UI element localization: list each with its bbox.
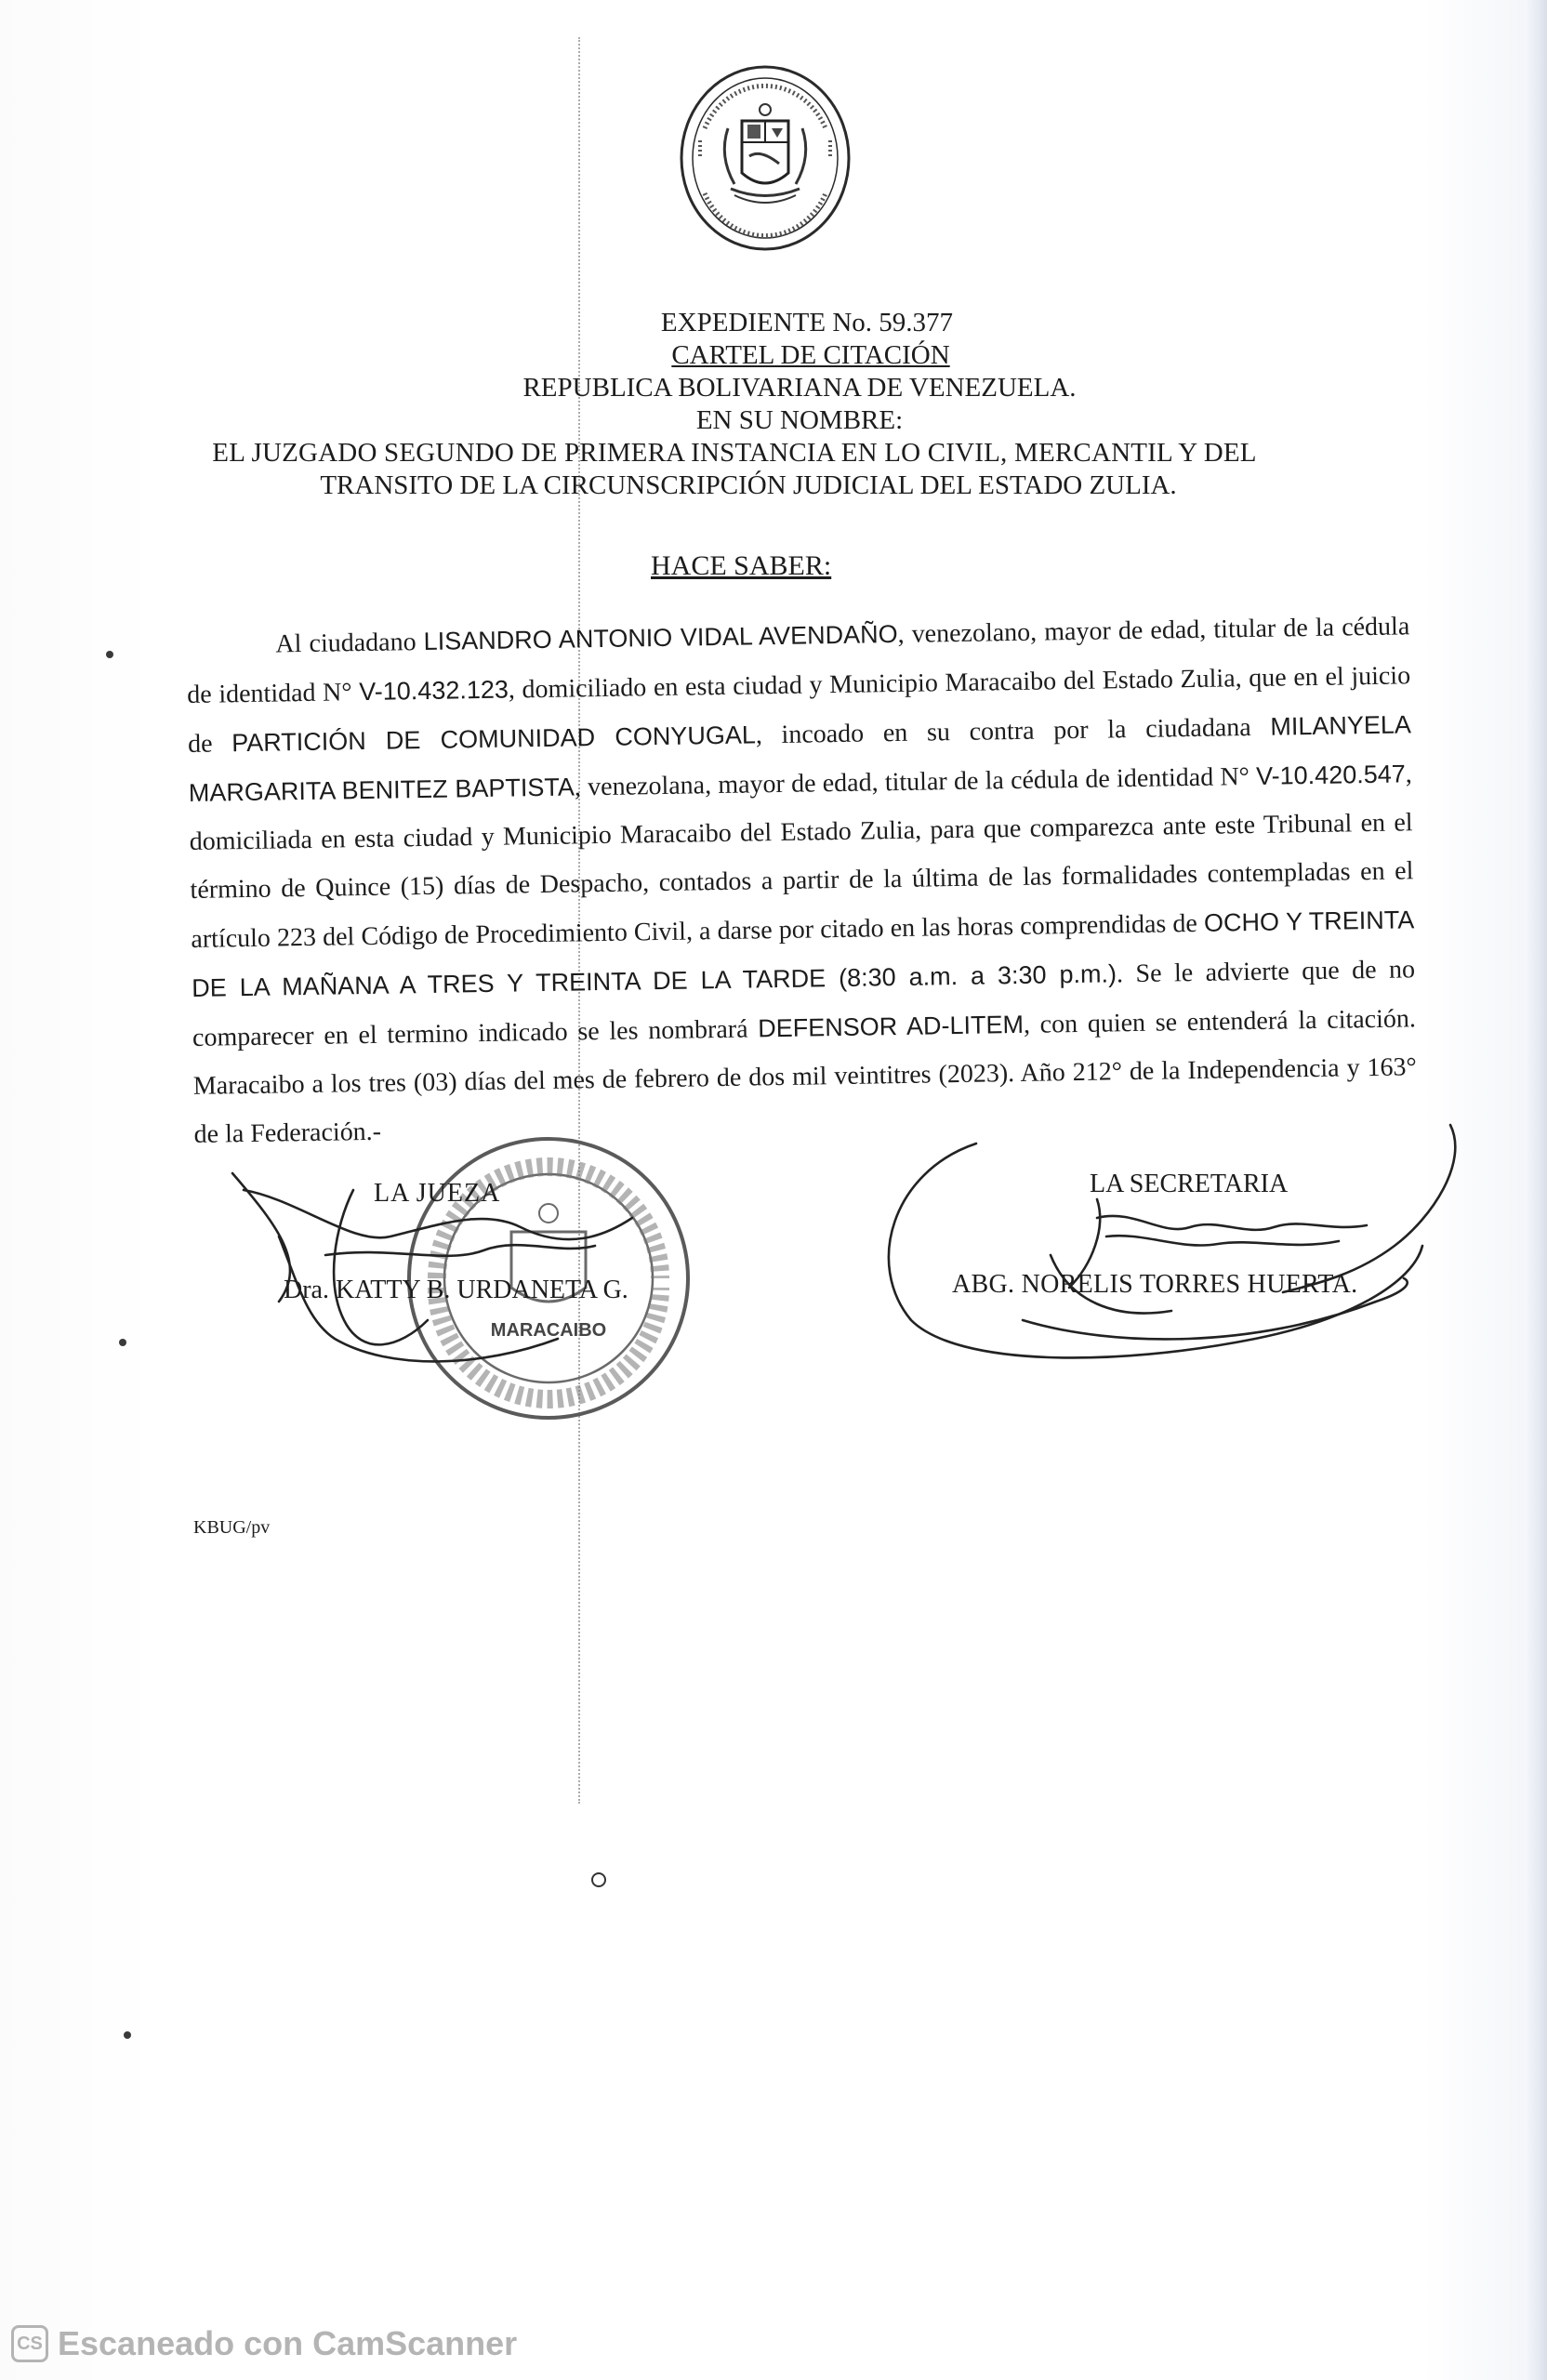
plaintiff-name: MILANYELA MARGARITA BENITEZ BAPTISTA	[188, 710, 1412, 807]
scan-speck	[119, 1339, 126, 1346]
office-hours: OCHO Y TREINTA DE LA MAÑANA A TRES Y TREINTA DE LA TARDE (8:30 a.m. a 3:30 p.m.)	[191, 906, 1415, 1002]
national-coat-of-arms-seal-icon	[677, 63, 853, 254]
body-text-8: , con quien se entenderá la citación. Maracaibo a los tres (03) días del mes de febrero de dos mil veintitres (2023). Año 212° de la Independencia y 163° de la Federación.-	[192, 1004, 1417, 1149]
scan-speck	[106, 651, 113, 658]
body-text-7: . Se le advierte que de no comparecer en el termino indicado se les nombrará	[192, 955, 1416, 1052]
judge-name: Dra. KATTY B. URDANETA G.	[284, 1276, 628, 1304]
citation-body	[186, 602, 1418, 1159]
body-text-1: Al ciudadano	[275, 627, 424, 659]
document-header	[186, 307, 1395, 502]
defensor-ad-litem: DEFENSOR AD-LITEM	[757, 1010, 1025, 1043]
body-text-5: , venezolana, mayor de edad, titular de la cédula de identidad N°	[574, 761, 1257, 802]
body-text-2: , venezolano, mayor de edad, titular de la cédula de identidad N°	[187, 612, 1410, 709]
case-type: PARTICIÓN DE COMUNIDAD CONYUGAL	[231, 721, 757, 758]
secretary-title: LA SECRETARIA	[1090, 1170, 1289, 1198]
camscanner-watermark	[11, 2324, 517, 2363]
hace-saber-heading: HACE SABER:	[651, 550, 832, 581]
republic-name: REPUBLICA BOLIVARIANA DE VENEZUELA.	[522, 373, 1077, 403]
scan-speck	[591, 1872, 606, 1887]
en-su-nombre: EN SU NOMBRE:	[695, 405, 904, 435]
stamp-city: MARACAIBO	[490, 1320, 607, 1341]
judge-title: LA JUEZA	[374, 1179, 501, 1208]
secretary-name: ABG. NORELIS TORRES HUERTA.	[952, 1270, 1358, 1299]
document-title: CARTEL DE CITACIÓN	[671, 340, 950, 370]
secretary-signature	[889, 1125, 1455, 1357]
court-name-line2: TRANSITO DE LA CIRCUNSCRIPCIÓN JUDICIAL DEL ESTADO ZULIA.	[320, 470, 1177, 500]
body-text-6: , domiciliada en esta ciudad y Municipio Maracaibo del Estado Zulia, para que comparezca ante este Tribunal en el término de Quince (15) días de Despacho, contados a partir de la última de las formalidades contempladas en el artículo 223 del Código de Procedimiento Civil, a darse por citado en las horas comprendidas de	[189, 760, 1414, 954]
scan-speck	[124, 2031, 131, 2039]
defendant-id: V-10.432.123	[359, 675, 509, 707]
body-text-3: , domiciliado en esta ciudad y Municipio Maracaibo del Estado Zulia, que en el juicio de	[187, 661, 1411, 759]
defendant-name: LISANDRO ANTONIO VIDAL AVENDAÑO	[423, 619, 898, 655]
camscanner-logo-icon: CS	[11, 2325, 48, 2362]
typist-initials: KBUG/pv	[193, 1517, 271, 1538]
plaintiff-id: V-10.420.547	[1255, 760, 1406, 790]
body-text-4: , incoado en su contra por la ciudadana	[755, 712, 1271, 750]
expediente-number: EXPEDIENTE No. 59.377	[660, 308, 954, 337]
page-edge-shadow	[1527, 0, 1547, 2380]
camscanner-text: Escaneado con CamScanner	[58, 2324, 518, 2362]
court-name-line1: EL JUZGADO SEGUNDO DE PRIMERA INSTANCIA EN LO CIVIL, MERCANTIL Y DEL	[212, 438, 1257, 468]
